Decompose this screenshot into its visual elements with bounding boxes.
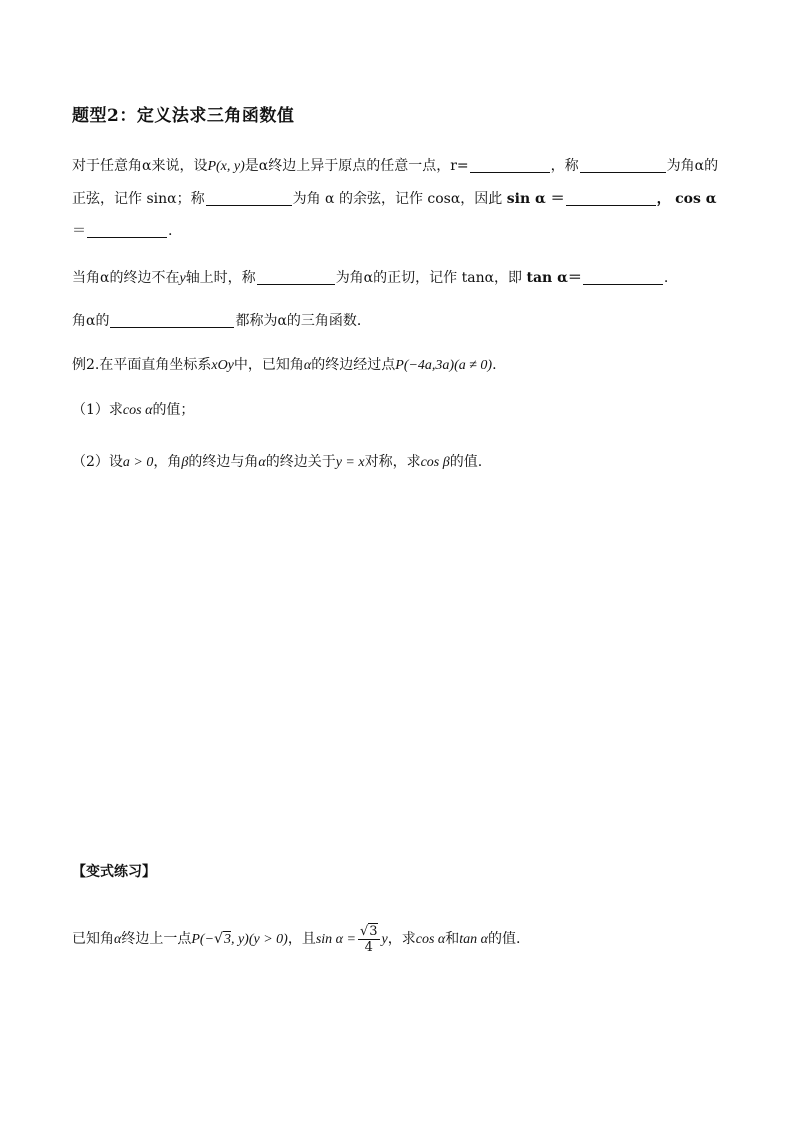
- condition-a: a > 0: [122, 455, 154, 470]
- cos-alpha-expr: cos α: [122, 403, 153, 418]
- cos-beta-expr: cos β: [420, 455, 450, 470]
- point-p: P(x, y): [207, 159, 245, 174]
- line-y-eq-x: y = x: [335, 455, 365, 470]
- text: 正弦，记作 sinα；称: [72, 191, 205, 207]
- point-p-b: , y)(y > 0): [230, 932, 288, 947]
- separator: ，: [656, 191, 671, 207]
- text: ，角: [153, 454, 182, 470]
- text: 中，已知角: [233, 357, 304, 373]
- y-axis-var: y: [179, 271, 186, 286]
- sin-alpha-lhs: sin α =: [315, 932, 356, 947]
- text: （1）求: [72, 402, 123, 418]
- text: 角α的: [72, 313, 110, 329]
- example-2-line: [72, 355, 732, 376]
- beta-symbol: β: [181, 455, 189, 470]
- point-p-a: P(−: [191, 932, 215, 947]
- text: 的值.: [488, 931, 521, 947]
- blank-tan-value[interactable]: [583, 269, 663, 285]
- text: ，求: [387, 931, 416, 947]
- text: 为角α的: [666, 158, 719, 174]
- blank-sin-ratio[interactable]: [580, 157, 666, 173]
- question-2-line: [72, 452, 732, 473]
- text: 的值；: [152, 402, 195, 418]
- text: 的终边关于: [265, 454, 336, 470]
- variant-exercise-line: [72, 922, 732, 956]
- text: 为角α的正切，记作 tanα，即: [335, 270, 523, 286]
- section-heading: 题型2：定义法求三角函数值: [72, 106, 295, 126]
- period: .: [492, 357, 497, 373]
- blank-tan-ratio[interactable]: [257, 269, 335, 285]
- sin-alpha-eq: sin α ＝: [506, 191, 565, 207]
- period: .: [663, 270, 669, 286]
- text: 的值.: [449, 454, 483, 470]
- fraction-sqrt3-over-4: [358, 924, 380, 955]
- text: 对称，求: [364, 454, 421, 470]
- text: （2）设: [72, 454, 123, 470]
- blank-sin-value[interactable]: [566, 190, 656, 206]
- definition-line-1: [72, 156, 732, 177]
- text: 终边上一点: [121, 931, 192, 947]
- text: 对于任意角α来说，设: [72, 158, 208, 174]
- period: .: [168, 223, 173, 239]
- fraction-denominator: 4: [364, 939, 373, 955]
- text: ，称: [550, 158, 579, 174]
- blank-trig-list[interactable]: [110, 312, 234, 328]
- sqrt-3: √3: [359, 923, 378, 939]
- text: 当角α的终边不在: [72, 270, 180, 286]
- xoy-plane: xOy: [211, 358, 234, 373]
- text: 为角 α 的余弦，记作 cosα，因此: [292, 191, 503, 207]
- blank-cos-ratio[interactable]: [206, 190, 292, 206]
- alpha-symbol: α: [303, 358, 312, 373]
- alpha-symbol: α: [114, 932, 122, 947]
- tangent-definition-line: [72, 268, 732, 289]
- radicand: 3: [369, 923, 378, 939]
- tan-alpha-expr: tan α: [459, 932, 489, 947]
- alpha-symbol: α: [258, 455, 266, 470]
- question-1-line: [72, 400, 732, 421]
- text: ，且: [287, 931, 316, 947]
- y-var: y: [381, 932, 388, 947]
- tan-alpha-eq: tan α＝: [526, 270, 582, 286]
- trig-functions-line: [72, 311, 732, 331]
- cos-alpha-label: cos α: [675, 191, 717, 207]
- text: 的终边与角: [188, 454, 259, 470]
- definition-line-3: [72, 221, 732, 241]
- cos-alpha-expr: cos α: [415, 932, 446, 947]
- variant-exercise-title: 【变式练习】: [72, 864, 156, 880]
- text: 例2.在平面直角坐标系: [72, 357, 212, 373]
- equals: ＝: [72, 223, 86, 239]
- text: 是α终边上异于原点的任意一点，r=: [244, 158, 469, 174]
- text: 都称为α的三角函数．: [235, 313, 371, 329]
- text: 轴上时，称: [185, 270, 256, 286]
- point-p-coords: P(−4a,3a)(a ≠ 0): [395, 358, 493, 373]
- fraction-numerator: [358, 924, 380, 940]
- sqrt-3: √3: [214, 931, 231, 947]
- definition-line-2: [72, 189, 732, 209]
- text: 的终边经过点: [311, 357, 396, 373]
- blank-cos-value[interactable]: [87, 222, 167, 238]
- text: 和: [445, 931, 460, 947]
- radicand: 3: [223, 932, 231, 947]
- text: 已知角: [72, 931, 114, 947]
- blank-r[interactable]: [470, 157, 550, 173]
